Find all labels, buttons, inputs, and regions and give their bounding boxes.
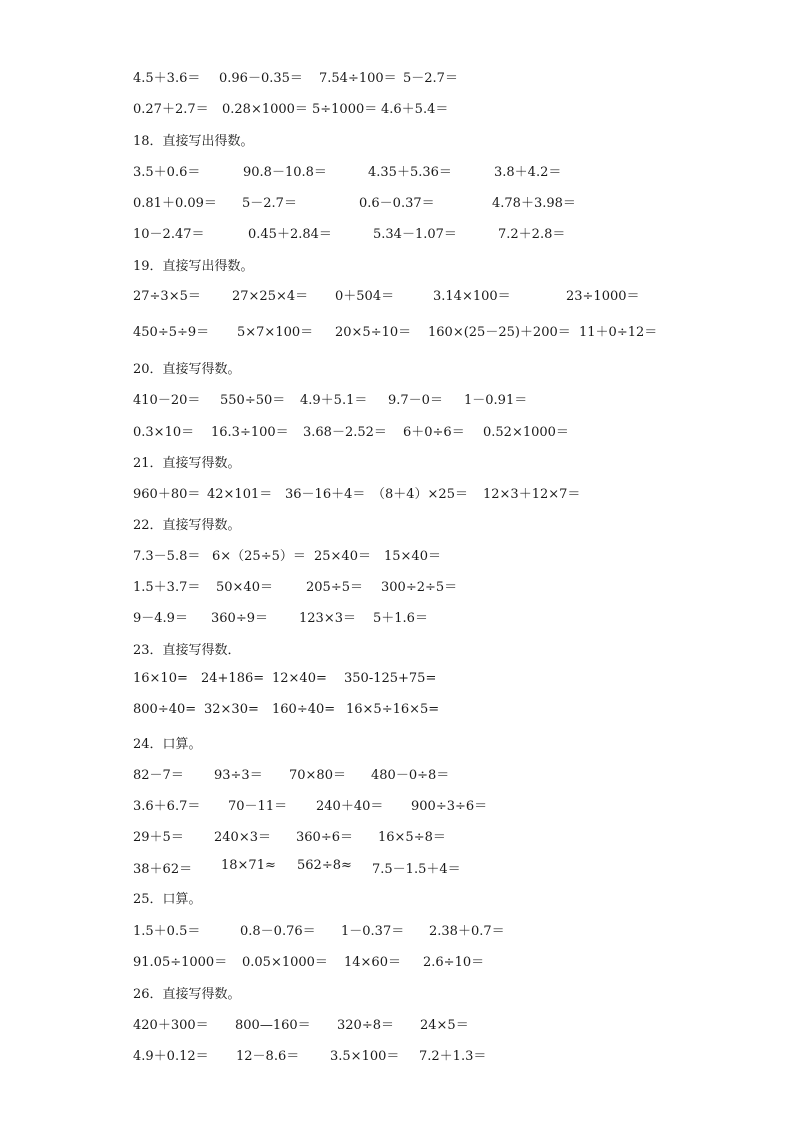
math-expression: 0.45＋2.84＝ — [248, 227, 332, 242]
section-heading: 18．直接写出得数。 — [133, 134, 254, 149]
math-expression: 3.14×100＝ — [433, 289, 511, 304]
math-expression: 205÷5＝ — [306, 580, 363, 595]
math-expression: 0.81＋0.09＝ — [133, 196, 217, 211]
math-expression: 300÷2÷5＝ — [381, 580, 458, 595]
math-expression: 15×40＝ — [384, 549, 441, 564]
math-expression: 480－0÷8＝ — [371, 768, 450, 783]
math-expression: 4.35＋5.36＝ — [368, 165, 452, 180]
section-heading: 23．直接写得数． — [133, 643, 241, 658]
math-expression: 0.05×1000＝ — [242, 955, 328, 970]
math-expression: 2.6÷10＝ — [423, 955, 485, 970]
math-expression: 93÷3＝ — [214, 768, 263, 783]
math-expression: 4.5＋3.6＝ — [133, 71, 201, 86]
section-heading: 21．直接写得数。 — [133, 456, 241, 471]
math-expression: 1.5＋3.7＝ — [133, 580, 201, 595]
math-expression: 91.05÷1000＝ — [133, 955, 228, 970]
math-expression: 27×25×4＝ — [232, 289, 309, 304]
math-expression: 320÷8＝ — [337, 1018, 394, 1033]
math-expression: 16×10= — [133, 671, 188, 686]
math-expression: 1－0.91＝ — [464, 393, 528, 408]
math-expression: 25×40＝ — [314, 549, 371, 564]
math-expression: 240×3＝ — [214, 830, 271, 845]
math-expression: 5.34－1.07＝ — [373, 227, 457, 242]
math-expression: 7.3－5.8＝ — [133, 549, 201, 564]
math-expression: 350-125+75= — [344, 671, 437, 686]
math-expression: 0.28×1000＝ — [222, 102, 308, 117]
math-expression: 16.3÷100＝ — [211, 425, 289, 440]
math-expression: 5＋1.6＝ — [373, 611, 428, 626]
math-expression: 70－11＝ — [228, 799, 288, 814]
math-expression: 11＋0÷12＝ — [579, 325, 658, 340]
math-expression: 562÷8≈ — [297, 858, 352, 873]
section-heading: 25．口算。 — [133, 892, 202, 907]
math-expression: 9－4.9＝ — [133, 611, 188, 626]
math-expression: 900÷3÷6＝ — [411, 799, 488, 814]
math-expression: 800—160＝ — [235, 1018, 311, 1033]
math-expression: 4.6＋5.4＝ — [381, 102, 449, 117]
math-expression: 123×3＝ — [299, 611, 356, 626]
math-expression: 0.96－0.35＝ — [219, 71, 303, 86]
math-expression: 7.2＋2.8＝ — [498, 227, 566, 242]
math-expression: 0.52×1000＝ — [483, 425, 569, 440]
math-expression: 4.9＋0.12＝ — [133, 1049, 209, 1064]
math-expression: 5×7×100＝ — [237, 325, 314, 340]
section-heading: 19．直接写出得数。 — [133, 259, 254, 274]
math-expression: 38＋62＝ — [133, 862, 193, 877]
math-expression: 29＋5＝ — [133, 830, 184, 845]
math-expression: 360÷9＝ — [211, 611, 268, 626]
math-expression: 6＋0÷6＝ — [403, 425, 465, 440]
math-expression: 36－16＋4＝ — [285, 487, 366, 502]
math-expression: 18×71≈ — [221, 858, 276, 873]
math-expression: 3.6＋6.7＝ — [133, 799, 201, 814]
section-heading: 24．口算。 — [133, 737, 202, 752]
math-expression: 16×5÷16×5= — [346, 702, 440, 717]
math-expression: 10－2.47＝ — [133, 227, 205, 242]
math-expression: 14×60＝ — [344, 955, 401, 970]
math-expression: 450÷5÷9＝ — [133, 325, 210, 340]
math-expression: 7.5－1.5＋4＝ — [372, 862, 461, 877]
math-expression: 360÷6＝ — [296, 830, 353, 845]
math-expression: 4.9＋5.1＝ — [300, 393, 368, 408]
section-heading: 20．直接写得数。 — [133, 362, 241, 377]
math-expression: 7.2＋1.3＝ — [419, 1049, 487, 1064]
math-expression: 550÷50＝ — [220, 393, 286, 408]
math-expression: 24+186= — [201, 671, 265, 686]
math-expression: 800÷40= — [133, 702, 197, 717]
math-expression: 5÷1000＝ — [312, 102, 378, 117]
math-expression: 12×3＋12×7＝ — [483, 487, 581, 502]
math-expression: 420＋300＝ — [133, 1018, 209, 1033]
math-expression: 2.38＋0.7＝ — [429, 924, 505, 939]
math-expression: 9.7－0＝ — [388, 393, 443, 408]
math-expression: 6×（25÷5）＝ — [212, 549, 306, 564]
math-expression: 5－2.7＝ — [242, 196, 297, 211]
math-expression: 42×101＝ — [207, 487, 273, 502]
section-heading: 26．直接写得数。 — [133, 987, 241, 1002]
math-expression: 0.8－0.76＝ — [240, 924, 316, 939]
math-expression: 70×80＝ — [289, 768, 346, 783]
math-expression: 12－8.6＝ — [236, 1049, 300, 1064]
math-expression: 240＋40＝ — [316, 799, 384, 814]
math-expression: 0.3×10＝ — [133, 425, 195, 440]
math-expression: 1.5＋0.5＝ — [133, 924, 201, 939]
math-expression: 50×40＝ — [216, 580, 273, 595]
math-expression: 3.68－2.52＝ — [303, 425, 387, 440]
math-expression: （8＋4）×25＝ — [372, 487, 468, 502]
math-expression: 160×(25－25)＋200＝ — [428, 325, 571, 340]
math-expression: 410－20＝ — [133, 393, 201, 408]
math-expression: 16×5÷8＝ — [378, 830, 446, 845]
math-expression: 3.5×100＝ — [330, 1049, 400, 1064]
math-expression: 4.78＋3.98＝ — [492, 196, 576, 211]
math-expression: 960＋80＝ — [133, 487, 201, 502]
math-expression: 0.27＋2.7＝ — [133, 102, 209, 117]
math-expression: 82－7＝ — [133, 768, 184, 783]
math-expression: 7.54÷100＝ — [319, 71, 397, 86]
math-expression: 27÷3×5＝ — [133, 289, 201, 304]
math-expression: 24×5＝ — [420, 1018, 469, 1033]
math-expression: 0.6－0.37＝ — [359, 196, 435, 211]
math-expression: 12×40= — [272, 671, 327, 686]
math-expression: 32×30= — [204, 702, 259, 717]
math-expression: 3.5＋0.6＝ — [133, 165, 201, 180]
math-expression: 160÷40= — [272, 702, 336, 717]
math-expression: 20×5÷10＝ — [335, 325, 412, 340]
math-expression: 5－2.7＝ — [403, 71, 458, 86]
math-expression: 0＋504＝ — [335, 289, 395, 304]
section-heading: 22．直接写得数。 — [133, 518, 241, 533]
math-expression: 90.8－10.8＝ — [243, 165, 327, 180]
math-expression: 23÷1000＝ — [566, 289, 640, 304]
math-expression: 3.8＋4.2＝ — [494, 165, 562, 180]
math-expression: 1－0.37＝ — [341, 924, 405, 939]
